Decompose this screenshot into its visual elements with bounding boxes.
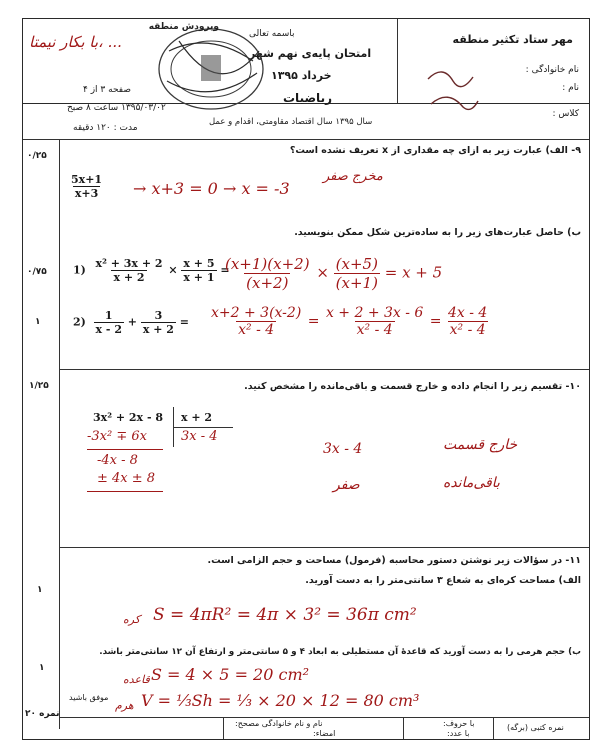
q10-answer-remainder-value: صفر bbox=[333, 477, 360, 493]
q10-answer-quotient-value: 3x - 4 bbox=[323, 441, 363, 457]
q10-step3: ± 4x ± 8 bbox=[97, 471, 156, 486]
subject-title: ریاضیات bbox=[283, 91, 332, 105]
score-total: ۲۰ نمره bbox=[25, 709, 60, 719]
q11b-title: ب) حجم هرمی را به دست آورید که قاعدهٔ آن مستطیلی به ابعاد ۴ و ۵ سانتی‌متر و ارتفاع آن ۱۲ سانتی‌متر باشد. bbox=[99, 647, 581, 657]
q11-title: ۱۱- در سؤالات زیر نوشتن دستور محاسبه (فرمول) مساحت و حجم الزامی است. bbox=[207, 555, 581, 566]
score-q11a: ۱ bbox=[37, 585, 43, 595]
q10-step1: -3x² ∓ 6x bbox=[87, 429, 147, 444]
score-q10: ۱/۲۵ bbox=[29, 381, 49, 391]
q9b1-work: $\frac{(x+1)(x+2)}{(x+2)}$ × $\frac{(x+5)}{(x+1)}$ = x + 5 bbox=[225, 255, 443, 292]
q9a-title: ۹- الف) عبارت زیر به ازای چه مقداری از x تعریف نشده است؟ bbox=[289, 145, 581, 156]
q9a-note: مخرج صفر bbox=[323, 169, 383, 184]
q10-title: ۱۰- تقسیم زیر را انجام داده و خارج قسمت و باقی‌مانده را مشخص کنید. bbox=[244, 381, 581, 392]
q11a-title: الف) مساحت کره‌ای به شعاع ۳ سانتی‌متر را به دست آورید. bbox=[305, 575, 581, 586]
q10-dividend: 3x² + 2x - 8 bbox=[93, 411, 163, 424]
school-slogan: سال ۱۳۹۵ سال اقتصاد مقاومتی، اقدام و عمل bbox=[209, 117, 373, 127]
score-q9a: ۰/۲۵ bbox=[27, 151, 47, 161]
q9b2-work: $\frac{x+2 + 3(x-2)}{\text{x² - 4}}$ = $\frac{x + 2 + 3x - 6}{\text{x² - 4}}$ = $\frac{4x - 4}{\text{x² - 4}}$ bbox=[211, 305, 488, 338]
written-grade-label: نمره کتبی (برگه) bbox=[507, 723, 564, 732]
stamp-text: ویرودش منطقه bbox=[149, 22, 219, 32]
q9b1-expression: 1) $\frac{\text{x² + 3x + 2}}{x + 2}$ × $\frac{x + 5}{x + 1}$ = bbox=[73, 257, 230, 284]
q11b-volume-prefix: هرم bbox=[115, 699, 134, 712]
q11b-volume-work: V = ⅓Sh = ⅓ × 20 × 12 = 80 cm³ bbox=[141, 691, 420, 710]
q11a-prefix: کره bbox=[123, 613, 141, 626]
q10-divisor: x + 2 bbox=[181, 411, 213, 424]
score-q9b1: ۰/۷۵ bbox=[27, 267, 47, 277]
class-field: کلاس : bbox=[552, 109, 579, 119]
basmala: باسمه تعالی bbox=[249, 29, 295, 39]
exam-datetime: ۱۳۹۵/۰۳/۰۲ ساعت ۸ صبح bbox=[67, 103, 166, 113]
page-number: صفحه ۳ از ۴ bbox=[83, 85, 131, 95]
score-q11b: ۱ bbox=[39, 663, 45, 673]
official-stamp-icon bbox=[149, 21, 279, 116]
grade-letters: با حروف: bbox=[443, 719, 475, 728]
q9a-answer: → x+3 = 0 → x = -3 bbox=[133, 179, 290, 198]
corrector-signature: امضاء: bbox=[313, 729, 336, 738]
q9b2-expression: 2) $\frac{1}{x - 2}$ + $\frac{3}{x + 2}$ = bbox=[73, 309, 189, 336]
good-luck: موفق باشید bbox=[69, 693, 109, 702]
exam-duration: مدت : ۱۲۰ دقیقه bbox=[73, 123, 138, 133]
copy-office-title: مهر ستاد تکثیر منطقه bbox=[452, 33, 573, 46]
exam-date: خرداد ۱۳۹۵ bbox=[271, 69, 332, 82]
q9a-expression: $\frac{5x+1}{x+3}$ bbox=[71, 173, 103, 200]
exam-title: امتحان پایه‌ی نهم شهر bbox=[249, 47, 372, 60]
q11b-base-work: S = 4 × 5 = 20 cm² bbox=[151, 665, 310, 684]
q10-step2: -4x - 8 bbox=[97, 453, 138, 468]
q10-answer-quotient-label: خارج قسمت bbox=[443, 437, 518, 453]
last-name-field: نام خانوادگی : bbox=[525, 65, 579, 75]
score-q9b2: ۱ bbox=[35, 317, 41, 327]
q11a-work: S = 4πR² = 4π × 3² = 36π cm² bbox=[153, 605, 417, 625]
grade-digits: با عدد: bbox=[447, 729, 470, 738]
exam-sheet bbox=[22, 18, 590, 740]
q9b-title: ب) حاصل عبارت‌های زیر را به ساده‌ترین شکل ممکن بنویسید. bbox=[294, 227, 581, 238]
q10-answer-remainder-label: باقی‌مانده bbox=[443, 475, 500, 491]
corrector-name: نام و نام خانوادگی مصحح: bbox=[235, 719, 323, 728]
handwritten-name-scribble bbox=[423, 59, 483, 119]
first-name-field: نام : bbox=[562, 83, 579, 93]
handwritten-teacher-note: با بکار نیمتا، ... bbox=[29, 33, 122, 51]
q11b-base-prefix: قاعده bbox=[123, 673, 150, 686]
q10-quotient: 3x - 4 bbox=[181, 429, 218, 444]
